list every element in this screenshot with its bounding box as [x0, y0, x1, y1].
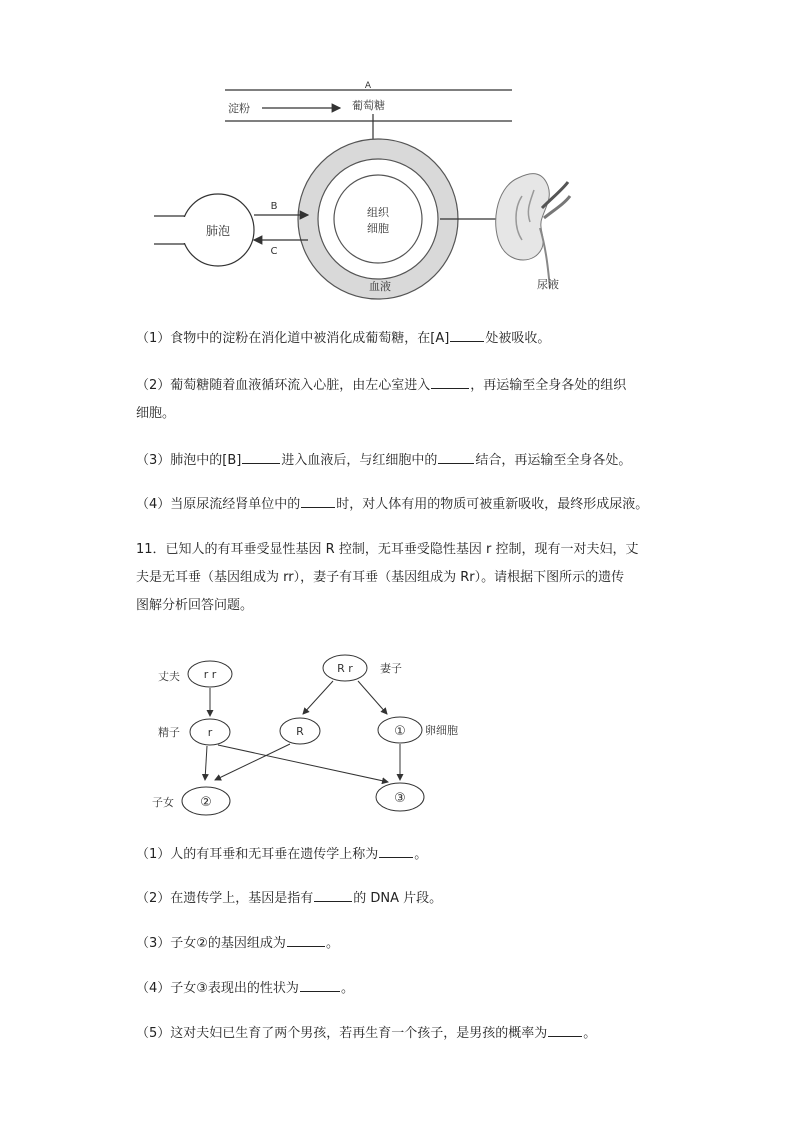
- children-label: 子女: [152, 796, 174, 809]
- answer-blank[interactable]: [431, 374, 469, 389]
- urine-label: 尿液: [537, 278, 559, 291]
- egg-label: 卵细胞: [425, 724, 458, 737]
- child-2: ②: [200, 795, 212, 810]
- figure-circulation-diagram: [150, 78, 580, 303]
- husband-genotype: r r: [203, 668, 217, 681]
- q11-intro: 11．已知人的有耳垂受显性基因 R 控制，无耳垂受隐性基因 r 控制，现有一对夫妇，丈 夫是无耳垂（基因组成为 rr），妻子有耳垂（基因组成为 Rr）。请根据下图所示的遗传 图解分析回答问题。: [136, 542, 639, 613]
- sperm-gene: r: [207, 726, 213, 739]
- child-3: ③: [394, 791, 406, 806]
- wife-label: 妻子: [380, 662, 402, 675]
- circulation-diagram-svg: [150, 78, 580, 303]
- tissue-label-line1: 组织: [367, 206, 389, 219]
- label-c: C: [270, 246, 278, 257]
- blood-label: 血液: [369, 280, 391, 293]
- q11-part1: （1）人的有耳垂和无耳垂在遗传学上称为 。: [136, 841, 676, 869]
- sperm-to-child2-arrow: [205, 746, 207, 780]
- answer-blank[interactable]: [379, 843, 413, 858]
- answer-blank[interactable]: [300, 977, 340, 992]
- answer-blank[interactable]: [548, 1022, 582, 1037]
- label-a: A: [364, 81, 372, 91]
- answer-blank[interactable]: [314, 887, 352, 902]
- glucose-label: 葡萄糖: [352, 99, 385, 112]
- sperm-label: 精子: [158, 726, 180, 739]
- egg-r-to-child2-arrow: [215, 744, 290, 780]
- q10-part1: （1）食物中的淀粉在消化道中被消化成葡萄糖，在[A] 处被吸收。: [136, 325, 676, 353]
- answer-blank[interactable]: [438, 449, 474, 464]
- answer-blank[interactable]: [242, 449, 280, 464]
- q11-part2: （2）在遗传学上，基因是指有 的 DNA 片段。: [136, 885, 676, 913]
- tissue-label-line2: 细胞: [367, 222, 389, 235]
- wife-genotype: R r: [337, 662, 353, 675]
- figure-inheritance-diagram: [150, 650, 480, 820]
- wife-to-egg-r-arrow: [303, 681, 333, 714]
- label-b: B: [270, 201, 278, 212]
- alveolus-label: 肺泡: [205, 224, 231, 238]
- q11-part3: （3）子女②的基因组成为 。: [136, 930, 676, 958]
- q10-part2: （2）葡萄糖随着血液循环流入心脏，由左心室进入 ，再运输至全身各处的组织 细胞。: [136, 372, 676, 428]
- q10-part3: （3）肺泡中的[B] 进入血液后，与红细胞中的 结合，再运输至全身各处。: [136, 447, 676, 475]
- starch-label: 淀粉: [228, 102, 250, 115]
- wife-to-egg-1-arrow: [358, 681, 387, 714]
- answer-blank[interactable]: [450, 327, 484, 342]
- inheritance-diagram-svg: [150, 650, 480, 820]
- q10-part4: （4）当原尿流经肾单位中的 时，对人体有用的物质可被重新吸收，最终形成尿液。: [136, 491, 676, 519]
- husband-label: 丈夫: [158, 670, 180, 683]
- answer-blank[interactable]: [301, 493, 335, 508]
- sperm-to-child3-arrow: [218, 745, 388, 782]
- q11-part4: （4）子女③表现出的性状为 。: [136, 975, 676, 1003]
- egg-gene-r: R: [296, 725, 304, 738]
- egg-gene-1: ①: [394, 724, 406, 739]
- alveolus-opening: [180, 217, 192, 243]
- kidney-icon: [496, 174, 570, 288]
- q11-part5: （5）这对夫妇已生育了两个男孩，若再生育一个孩子，是男孩的概率为 。: [136, 1020, 696, 1048]
- answer-blank[interactable]: [287, 932, 325, 947]
- tissue-cell-circle: [334, 175, 422, 263]
